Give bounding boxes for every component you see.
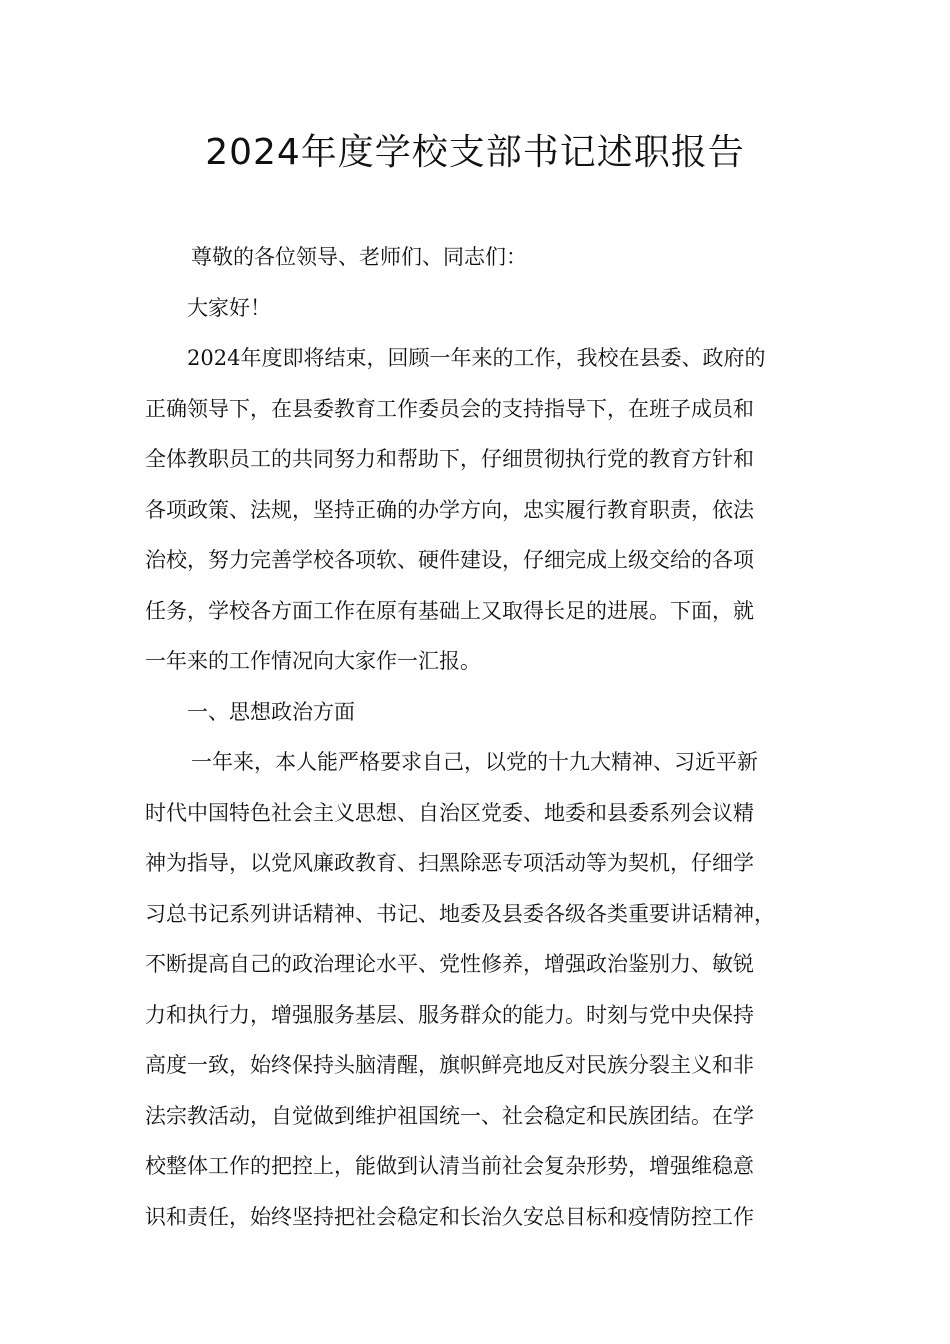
document-title: 2024年度学校支部书记述职报告: [205, 132, 745, 173]
paragraph-2: [145, 737, 815, 1242]
paragraph-line: 不断提高自己的政治理论水平、党性修养，增强政治鉴别力、敏锐: [145, 952, 754, 976]
paragraph-line: 高度一致，始终保持头脑清醒，旗帜鲜亮地反对民族分裂主义和非: [145, 1053, 754, 1077]
paragraph-line: 力和执行力，增强服务基层、服务群众的能力。时刻与党中央保持: [145, 1002, 754, 1027]
paragraph-line: 一年来的工作情况向大家作一汇报。: [145, 649, 481, 673]
section-heading: 一、思想政治方面: [187, 699, 355, 724]
document-body: [145, 232, 815, 1242]
paragraph-line: 法宗教活动，自觉做到维护祖国统一、社会稳定和民族团结。在学: [145, 1103, 754, 1128]
paragraph-line: 2024年度即将结束，回顾一年来的工作，我校在县委、政府的: [187, 346, 766, 370]
paragraph-line: 一年来，本人能严格要求自己，以党的十九大精神、习近平新: [191, 750, 758, 774]
paragraph-line: 校整体工作的把控上，能做到认清当前社会复杂形势，增强维稳意: [145, 1154, 754, 1178]
paragraph-line: 各项政策、法规，坚持正确的办学方向，忠实履行教育职责，依法: [145, 497, 754, 522]
paragraph-1: [145, 333, 815, 687]
paragraph-line: 习总书记系列讲话精神、书记、地委及县委各级各类重要讲话精神，: [145, 901, 775, 926]
paragraph-line: 治校，努力完善学校各项软、硬件建设，仔细完成上级交给的各项: [145, 548, 754, 572]
paragraph-line: 神为指导，以党风廉政教育、扫黑除恶专项活动等为契机，仔细学: [145, 851, 754, 875]
paragraph-line: 识和责任，始终坚持把社会稳定和长治久安总目标和疫情防控工作: [145, 1204, 754, 1229]
paragraph-line: 时代中国特色社会主义思想、自治区党委、地委和县委系列会议精: [145, 800, 754, 825]
paragraph-line: 正确领导下，在县委教育工作委员会的支持指导下，在班子成员和: [145, 396, 754, 421]
greeting: 大家好！: [187, 295, 271, 320]
paragraph-line: 任务，学校各方面工作在原有基础上又取得长足的进展。下面，就: [145, 598, 754, 623]
salutation: 尊敬的各位领导、老师们、同志们：: [191, 245, 527, 269]
paragraph-line: 全体教职员工的共同努力和帮助下，仔细贯彻执行党的教育方针和: [145, 447, 754, 471]
